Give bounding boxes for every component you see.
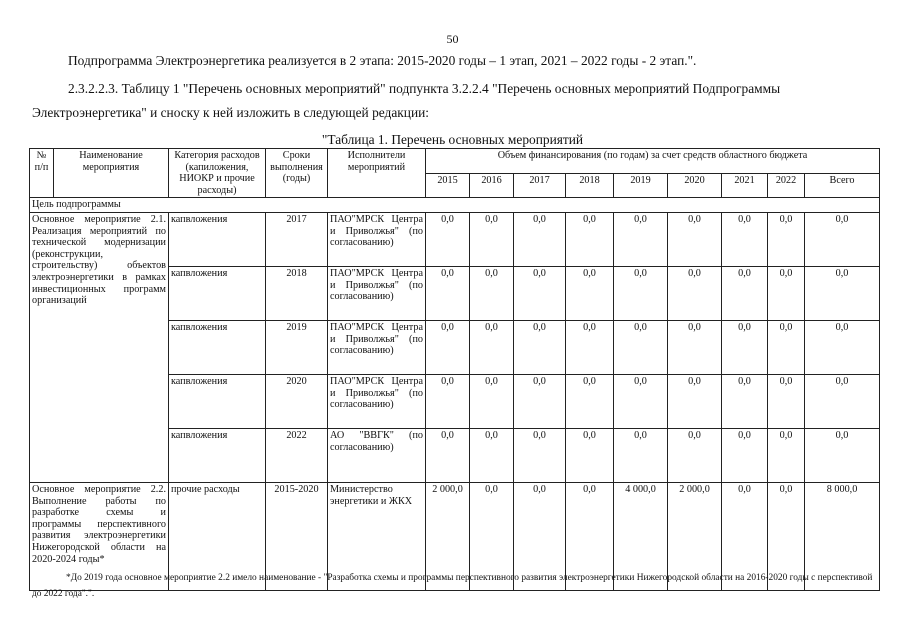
measure-name: Основное мероприятие 2.1. Реализация мероприятий по технической модернизации (реконструкции, строительству) объектов электроэнергетики в рамках инвестиционных программ организаций	[30, 212, 169, 482]
total-cell: 8 000,0	[805, 482, 880, 590]
value-cell: 0,0	[470, 482, 514, 590]
page-number: 50	[446, 32, 459, 46]
header-term: Сроки выполнения (годы)	[266, 149, 328, 198]
value-cell: 0,0	[426, 320, 470, 374]
value-cell: 0,0	[514, 374, 566, 428]
executor-cell: ПАО"МРСК Центра и Приволжья" (по согласованию)	[328, 266, 426, 320]
term-cell: 2017	[266, 212, 328, 266]
value-cell: 0,0	[426, 212, 470, 266]
header-name: Наименование мероприятия	[54, 149, 169, 198]
value-cell: 0,0	[722, 482, 768, 590]
header-row-1	[30, 149, 880, 174]
total-cell: 0,0	[805, 320, 880, 374]
value-cell: 0,0	[566, 374, 614, 428]
value-cell: 0,0	[514, 266, 566, 320]
value-cell: 0,0	[614, 266, 668, 320]
header-year: 2017	[514, 173, 566, 198]
table-row	[30, 212, 880, 266]
value-cell: 0,0	[722, 212, 768, 266]
value-cell: 0,0	[566, 482, 614, 590]
category-cell: капвложения	[169, 374, 266, 428]
value-cell: 0,0	[668, 320, 722, 374]
value-cell: 0,0	[514, 482, 566, 590]
value-cell: 0,0	[470, 212, 514, 266]
goal-row	[30, 198, 880, 213]
executor-cell: АО "ВВГК" (по согласованию)	[328, 428, 426, 482]
term-cell: 2018	[266, 266, 328, 320]
executor-cell: ПАО"МРСК Центра и Приволжья" (по согласованию)	[328, 374, 426, 428]
value-cell: 0,0	[426, 428, 470, 482]
value-cell: 0,0	[768, 482, 805, 590]
total-cell: 0,0	[805, 212, 880, 266]
value-cell: 0,0	[566, 212, 614, 266]
executor-cell: ПАО"МРСК Центра и Приволжья" (по согласованию)	[328, 320, 426, 374]
value-cell: 0,0	[722, 266, 768, 320]
category-cell: капвложения	[169, 320, 266, 374]
header-year: 2020	[668, 173, 722, 198]
value-cell: 0,0	[426, 266, 470, 320]
executor-cell: ПАО"МРСК Центра и Приволжья" (по согласованию)	[328, 212, 426, 266]
value-cell: 0,0	[470, 320, 514, 374]
measures-table	[29, 148, 880, 591]
executor-cell: Министерство энергетики и ЖКХ	[328, 482, 426, 590]
value-cell: 0,0	[514, 212, 566, 266]
value-cell: 0,0	[514, 428, 566, 482]
paragraph-1: Подпрограмма Электроэнергетика реализуется в 2 этапа: 2015-2020 годы – 1 этап, 2021 – 2022 годы - 2 этап.".	[68, 53, 697, 68]
header-category: Категория расходов (капиложения, НИОКР и прочие расходы)	[169, 149, 266, 198]
value-cell: 0,0	[426, 374, 470, 428]
header-year: 2018	[566, 173, 614, 198]
value-cell: 0,0	[566, 320, 614, 374]
value-cell: 0,0	[566, 428, 614, 482]
header-num: № п/п	[30, 149, 54, 198]
header-year: 2019	[614, 173, 668, 198]
value-cell: 2 000,0	[426, 482, 470, 590]
value-cell: 0,0	[470, 428, 514, 482]
table-caption: "Таблица 1. Перечень основных мероприятий	[321, 132, 584, 147]
value-cell: 0,0	[614, 212, 668, 266]
value-cell: 0,0	[614, 374, 668, 428]
value-cell: 0,0	[614, 320, 668, 374]
footnote: *До 2019 года основное мероприятие 2.2 имело наименование - "Разработка схемы и программы перспективного развития электроэнергетики Нижегородской области на 2016-2020 годы с перспективой до 2022 года".".	[32, 573, 873, 599]
category-cell: капвложения	[169, 212, 266, 266]
value-cell: 0,0	[668, 212, 722, 266]
term-cell: 2019	[266, 320, 328, 374]
header-total: Всего	[805, 173, 880, 198]
value-cell: 0,0	[768, 212, 805, 266]
value-cell: 0,0	[768, 374, 805, 428]
category-cell: капвложения	[169, 428, 266, 482]
value-cell: 0,0	[566, 266, 614, 320]
total-cell: 0,0	[805, 428, 880, 482]
value-cell: 0,0	[722, 428, 768, 482]
value-cell: 0,0	[614, 428, 668, 482]
value-cell: 0,0	[668, 266, 722, 320]
value-cell: 2 000,0	[668, 482, 722, 590]
paragraph-3: Электроэнергетика" и сноску к ней изложить в следующей редакции:	[32, 105, 430, 120]
value-cell: 0,0	[768, 266, 805, 320]
header-funding: Объем финансирования (по годам) за счет средств областного бюджета	[426, 149, 880, 174]
goal-label: Цель подпрограммы	[30, 198, 880, 213]
total-cell: 0,0	[805, 266, 880, 320]
category-cell: капвложения	[169, 266, 266, 320]
value-cell: 0,0	[668, 428, 722, 482]
category-cell: прочие расходы	[169, 482, 266, 590]
value-cell: 0,0	[470, 374, 514, 428]
value-cell: 0,0	[722, 374, 768, 428]
header-year: 2016	[470, 173, 514, 198]
term-cell: 2015-2020	[266, 482, 328, 590]
value-cell: 0,0	[722, 320, 768, 374]
header-executor: Исполнители мероприятий	[328, 149, 426, 198]
value-cell: 0,0	[768, 428, 805, 482]
term-cell: 2022	[266, 428, 328, 482]
value-cell: 0,0	[470, 266, 514, 320]
value-cell: 0,0	[668, 374, 722, 428]
total-cell: 0,0	[805, 374, 880, 428]
header-year: 2021	[722, 173, 768, 198]
measure-name: Основное мероприятие 2.2. Выполнение работы по разработке схемы и программы перспективного развития электроэнергетики Нижегородской области на 2020-2024 годы*	[30, 482, 169, 590]
term-cell: 2020	[266, 374, 328, 428]
paragraph-2: 2.3.2.2.3. Таблицу 1 "Перечень основных мероприятий" подпункта 3.2.2.4 "Перечень основных мероприятий Подпрограммы	[68, 81, 781, 96]
value-cell: 4 000,0	[614, 482, 668, 590]
header-year: 2015	[426, 173, 470, 198]
value-cell: 0,0	[514, 320, 566, 374]
value-cell: 0,0	[768, 320, 805, 374]
header-year: 2022	[768, 173, 805, 198]
